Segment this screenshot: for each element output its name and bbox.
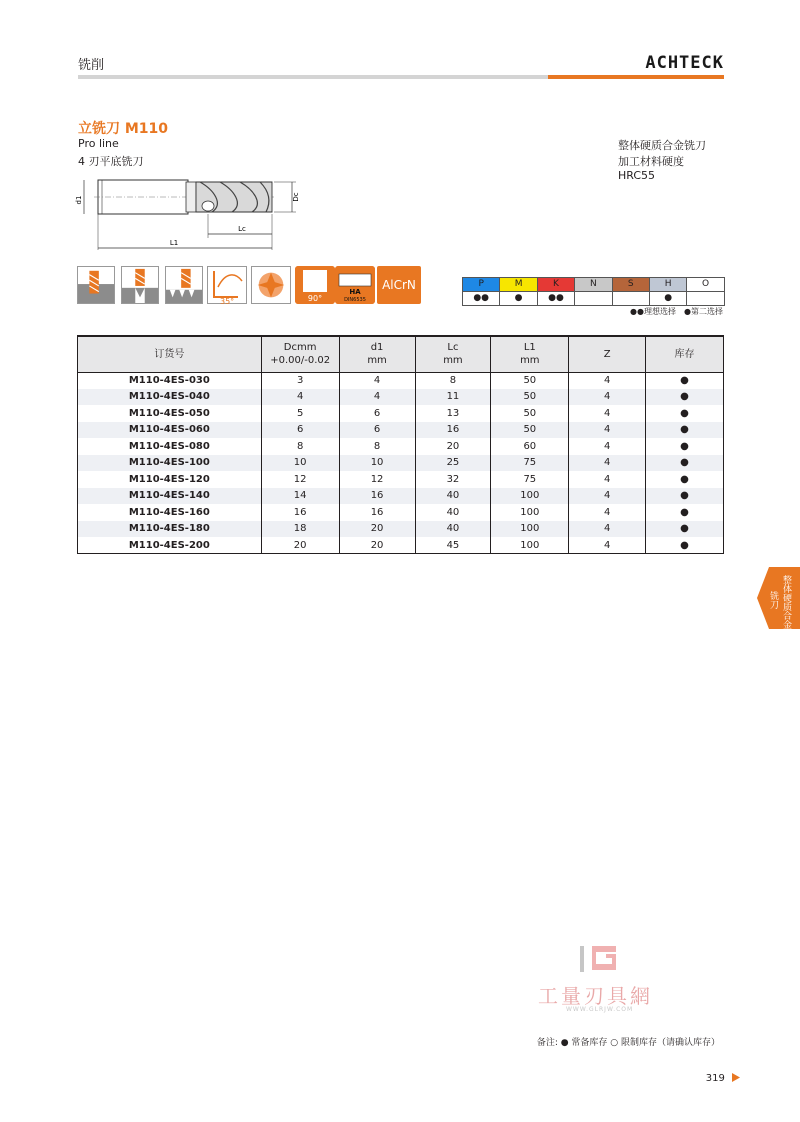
- spec-header-label: L1: [523, 342, 536, 354]
- table-cell: 4: [569, 537, 646, 554]
- iso-header-h: H: [649, 278, 686, 292]
- table-cell: 16: [339, 504, 415, 521]
- table-cell: 50: [491, 422, 569, 439]
- table-cell: 100: [491, 488, 569, 505]
- iso-header-p: P: [463, 278, 500, 292]
- watermark-text: 工量刃具網: [538, 984, 653, 1008]
- table-cell: 4: [569, 471, 646, 488]
- table-cell: ●: [646, 471, 724, 488]
- order-number-cell: M110-4ES-080: [78, 438, 262, 455]
- iso-rating-s: [612, 292, 649, 306]
- order-number-cell: M110-4ES-030: [78, 372, 262, 389]
- iso-rating-m: ●: [500, 292, 537, 306]
- table-cell: 50: [491, 372, 569, 389]
- order-number-cell: M110-4ES-140: [78, 488, 262, 505]
- iso-header-k: K: [537, 278, 574, 292]
- table-cell: 25: [415, 455, 491, 472]
- brand-logo: ACHTECK: [645, 53, 724, 73]
- table-cell: ●: [646, 422, 724, 439]
- table-cell: 100: [491, 504, 569, 521]
- spec-body: [78, 372, 724, 554]
- iso-header-m: M: [500, 278, 537, 292]
- spec-header-unit: mm: [367, 355, 387, 367]
- table-cell: 20: [339, 521, 415, 538]
- watermark-url: WWW.GLRJW.COM: [566, 1006, 634, 1013]
- table-cell: 16: [261, 504, 339, 521]
- helix-angle-icon: [207, 266, 247, 304]
- header-accent-divider: [548, 75, 724, 79]
- spec-header-cell: [78, 336, 262, 372]
- table-cell: 4: [569, 521, 646, 538]
- table-cell: 4: [569, 504, 646, 521]
- table-cell: 20: [339, 537, 415, 554]
- table-row: [78, 455, 724, 472]
- iso-rating-p: ●●: [463, 292, 500, 306]
- table-row: [78, 471, 724, 488]
- coating-badge: AlCrN: [377, 266, 421, 304]
- spec-header-cell: [569, 336, 646, 372]
- spec-header-cell: [646, 336, 724, 372]
- table-cell: 16: [339, 488, 415, 505]
- spec-header-label: Lc: [447, 342, 459, 354]
- table-cell: ●: [646, 405, 724, 422]
- table-cell: 4: [569, 372, 646, 389]
- table-cell: 8: [415, 372, 491, 389]
- table-cell: ●: [646, 389, 724, 406]
- table-cell: 4: [261, 389, 339, 406]
- profile-milling-icon: [165, 266, 203, 304]
- spec-header-cell: [261, 336, 339, 372]
- shank-label: HA: [349, 288, 361, 296]
- table-cell: 100: [491, 521, 569, 538]
- corner-angle-icon: [295, 266, 335, 304]
- flute-cross-section-icon: [251, 266, 291, 304]
- table-cell: ●: [646, 438, 724, 455]
- table-cell: 20: [415, 438, 491, 455]
- table-cell: 8: [261, 438, 339, 455]
- dc-label: Dc: [292, 192, 300, 202]
- table-cell: 20: [261, 537, 339, 554]
- table-cell: 5: [261, 405, 339, 422]
- table-row: [78, 372, 724, 389]
- stock-note: 备注: ● 常备库存 ○ 限制库存（请确认库存）: [536, 1038, 720, 1048]
- shank-standard: DIN6535: [344, 297, 366, 303]
- table-cell: 50: [491, 405, 569, 422]
- table-cell: 8: [339, 438, 415, 455]
- table-cell: 6: [339, 405, 415, 422]
- iso-header-row: [463, 278, 725, 292]
- table-row: [78, 422, 724, 439]
- table-cell: 6: [261, 422, 339, 439]
- table-row: [78, 438, 724, 455]
- table-cell: 40: [415, 504, 491, 521]
- table-row: [78, 521, 724, 538]
- spec-header-cell: [491, 336, 569, 372]
- spec-header-cell: [339, 336, 415, 372]
- side-tab-line2: 铣刀: [768, 591, 778, 609]
- table-cell: 4: [569, 422, 646, 439]
- table-cell: ●: [646, 504, 724, 521]
- table-cell: ●: [646, 488, 724, 505]
- end-mill-drawing: [74, 170, 314, 254]
- spec-header-row: [78, 336, 724, 372]
- table-cell: 18: [261, 521, 339, 538]
- order-number-cell: M110-4ES-100: [78, 455, 262, 472]
- table-cell: ●: [646, 372, 724, 389]
- spec-table: [77, 335, 724, 554]
- product-description: 4 刃平底铣刀: [78, 155, 144, 168]
- slotting-icon: [77, 266, 115, 304]
- table-cell: 16: [415, 422, 491, 439]
- iso-rating-n: [575, 292, 612, 306]
- table-cell: 4: [569, 405, 646, 422]
- table-cell: 14: [261, 488, 339, 505]
- helix-icon: [208, 267, 246, 305]
- category-side-tab: [757, 567, 800, 629]
- table-cell: 12: [261, 471, 339, 488]
- table-cell: 6: [339, 422, 415, 439]
- table-cell: 40: [415, 521, 491, 538]
- table-row: [78, 389, 724, 406]
- shank-type-icon: [335, 266, 375, 304]
- order-number-cell: M110-4ES-040: [78, 389, 262, 406]
- table-cell: 10: [261, 455, 339, 472]
- table-cell: 4: [339, 389, 415, 406]
- product-type: 整体硬质合金铣刀: [618, 139, 706, 152]
- order-number-cell: M110-4ES-060: [78, 422, 262, 439]
- side-tab-line1: 整体硬质合金: [781, 575, 791, 629]
- table-cell: 40: [415, 488, 491, 505]
- spec-header-label: Dcmm: [283, 342, 317, 354]
- order-number-cell: M110-4ES-120: [78, 471, 262, 488]
- page-number: [706, 1073, 740, 1084]
- product-hardness: 加工材料硬度 HRC55: [618, 155, 684, 182]
- iso-header-n: N: [575, 278, 612, 292]
- table-cell: 45: [415, 537, 491, 554]
- iso-rating-o: [687, 292, 724, 306]
- table-cell: 10: [339, 455, 415, 472]
- iso-rating-row: [463, 292, 725, 306]
- order-number-cell: M110-4ES-050: [78, 405, 262, 422]
- order-number-cell: M110-4ES-200: [78, 537, 262, 554]
- order-number-cell: M110-4ES-180: [78, 521, 262, 538]
- spec-header-label: 订货号: [154, 348, 185, 360]
- table-cell: ●: [646, 455, 724, 472]
- table-cell: 12: [339, 471, 415, 488]
- table-cell: 60: [491, 438, 569, 455]
- product-line: Pro line: [78, 137, 119, 150]
- page-number-text: 319: [705, 1073, 725, 1084]
- table-cell: 3: [261, 372, 339, 389]
- spec-header-cell: [415, 336, 491, 372]
- iso-legend: ●●理想选择 ●第二选择: [630, 307, 723, 316]
- table-row: [78, 537, 724, 554]
- page-arrow-icon: [732, 1073, 740, 1082]
- iso-rating-h: ●: [649, 292, 686, 306]
- table-cell: 100: [491, 537, 569, 554]
- side-milling-icon: [121, 266, 159, 304]
- d1-label: d1: [75, 195, 83, 205]
- spec-header-label: Z: [603, 348, 611, 360]
- helix-angle-label: 35°: [220, 297, 235, 305]
- table-cell: 11: [415, 389, 491, 406]
- table-cell: ●: [646, 537, 724, 554]
- table-cell: 4: [569, 389, 646, 406]
- iso-rating-k: ●●: [537, 292, 574, 306]
- table-cell: 75: [491, 471, 569, 488]
- table-cell: 4: [569, 438, 646, 455]
- table-cell: 13: [415, 405, 491, 422]
- spec-header-unit: mm: [520, 355, 540, 367]
- table-cell: 75: [491, 455, 569, 472]
- header-divider: [78, 75, 548, 79]
- spec-header-label: d1: [370, 342, 384, 354]
- iso-header-s: S: [612, 278, 649, 292]
- table-cell: 50: [491, 389, 569, 406]
- table-cell: ●: [646, 521, 724, 538]
- l1-label: L1: [169, 239, 179, 247]
- table-row: [78, 405, 724, 422]
- spec-header-unit: +0.00/-0.02: [270, 355, 331, 367]
- table-cell: 4: [569, 488, 646, 505]
- table-cell: 32: [415, 471, 491, 488]
- section-title: 铣削: [78, 58, 105, 73]
- table-row: [78, 488, 724, 505]
- spec-header-unit: mm: [443, 355, 463, 367]
- table-cell: 4: [569, 455, 646, 472]
- table-cell: 4: [339, 372, 415, 389]
- table-row: [78, 504, 724, 521]
- product-title: 立铣刀 M110: [78, 121, 169, 137]
- spec-header-label: 库存: [674, 348, 695, 360]
- corner-angle-label: 90°: [307, 294, 323, 303]
- lc-label: Lc: [238, 225, 246, 233]
- order-number-cell: M110-4ES-160: [78, 504, 262, 521]
- iso-material-table: [462, 277, 725, 306]
- iso-header-o: O: [687, 278, 724, 292]
